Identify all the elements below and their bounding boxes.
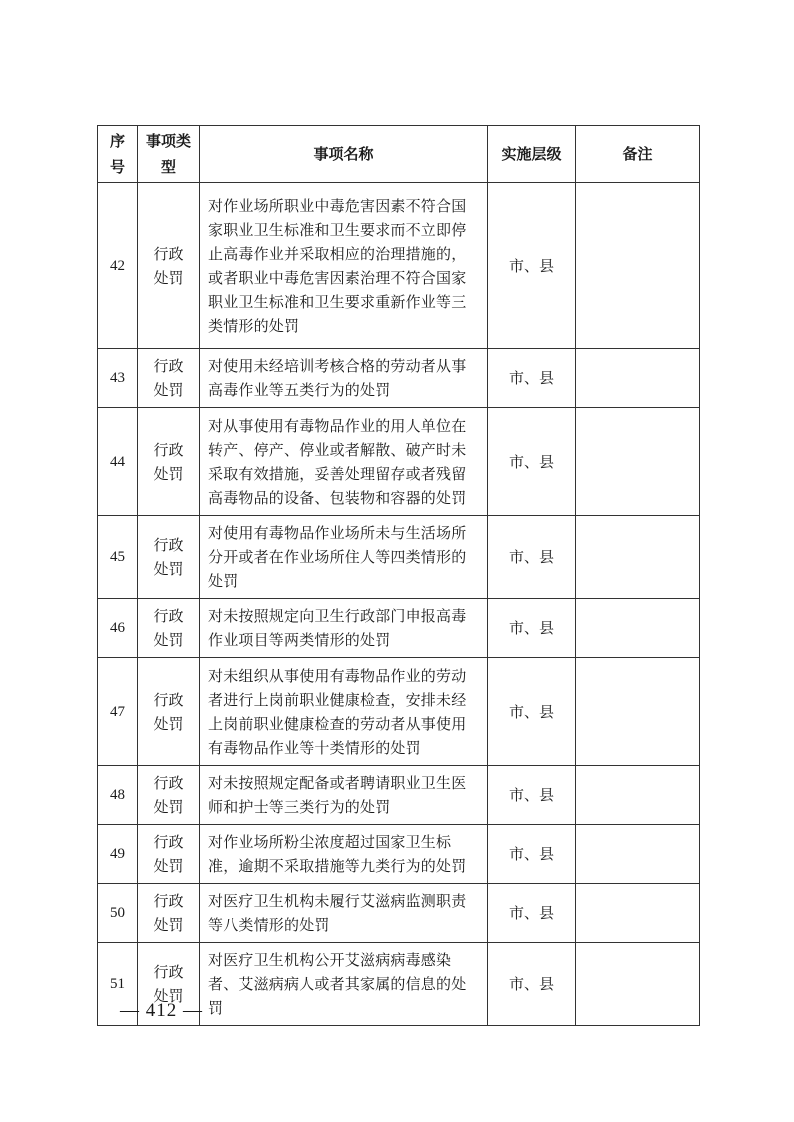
table-row <box>98 183 700 349</box>
row-num: 51 <box>98 943 138 1026</box>
table-row <box>98 658 700 766</box>
row-level: 市、县 <box>488 516 576 599</box>
row-type: 行政处罚 <box>138 516 200 599</box>
row-level: 市、县 <box>488 884 576 943</box>
row-num: 49 <box>98 825 138 884</box>
row-level: 市、县 <box>488 408 576 516</box>
row-num: 47 <box>98 658 138 766</box>
row-num: 42 <box>98 183 138 349</box>
row-type: 行政处罚 <box>138 884 200 943</box>
row-note <box>576 943 700 1026</box>
table-row <box>98 516 700 599</box>
table-row <box>98 349 700 408</box>
row-level: 市、县 <box>488 599 576 658</box>
table-row <box>98 825 700 884</box>
row-note <box>576 825 700 884</box>
table-row <box>98 766 700 825</box>
row-note <box>576 599 700 658</box>
row-level: 市、县 <box>488 825 576 884</box>
row-type: 行政处罚 <box>138 943 200 1026</box>
header-note: 备注 <box>576 126 700 183</box>
row-name: 对未组织从事使用有毒物品作业的劳动者进行上岗前职业健康检查，安排未经上岗前职业健康检查的劳动者从事使用有毒物品作业等十类情形的处罚 <box>200 658 488 766</box>
row-name: 对使用未经培训考核合格的劳动者从事高毒作业等五类行为的处罚 <box>200 349 488 408</box>
row-type: 行政处罚 <box>138 658 200 766</box>
table-row <box>98 884 700 943</box>
row-level: 市、县 <box>488 349 576 408</box>
row-name: 对未按照规定配备或者聘请职业卫生医师和护士等三类行为的处罚 <box>200 766 488 825</box>
row-name: 对作业场所粉尘浓度超过国家卫生标准，逾期不采取措施等九类行为的处罚 <box>200 825 488 884</box>
header-name: 事项名称 <box>200 126 488 183</box>
header-level: 实施层级 <box>488 126 576 183</box>
header-row <box>98 126 700 183</box>
row-num: 50 <box>98 884 138 943</box>
row-level: 市、县 <box>488 943 576 1026</box>
row-level: 市、县 <box>488 183 576 349</box>
row-type: 行政处罚 <box>138 349 200 408</box>
row-name: 对医疗卫生机构公开艾滋病病毒感染者、艾滋病病人或者其家属的信息的处罚 <box>200 943 488 1026</box>
row-note <box>576 349 700 408</box>
table-row <box>98 599 700 658</box>
row-name: 对作业场所职业中毒危害因素不符合国家职业卫生标准和卫生要求而不立即停止高毒作业并采取相应的治理措施的，或者职业中毒危害因素治理不符合国家职业卫生标准和卫生要求重新作业等三类情形的处罚 <box>200 183 488 349</box>
row-num: 45 <box>98 516 138 599</box>
row-name: 对未按照规定向卫生行政部门申报高毒作业项目等两类情形的处罚 <box>200 599 488 658</box>
row-type: 行政处罚 <box>138 825 200 884</box>
row-type: 行政处罚 <box>138 183 200 349</box>
row-num: 44 <box>98 408 138 516</box>
row-num: 46 <box>98 599 138 658</box>
row-note <box>576 766 700 825</box>
page-number: — 412 — <box>120 1000 203 1021</box>
row-note <box>576 183 700 349</box>
row-name: 对使用有毒物品作业场所未与生活场所分开或者在作业场所住人等四类情形的处罚 <box>200 516 488 599</box>
row-note <box>576 516 700 599</box>
row-num: 48 <box>98 766 138 825</box>
row-note <box>576 658 700 766</box>
row-level: 市、县 <box>488 766 576 825</box>
header-type: 事项类型 <box>138 126 200 183</box>
row-level: 市、县 <box>488 658 576 766</box>
header-num: 序号 <box>98 126 138 183</box>
row-note <box>576 408 700 516</box>
row-type: 行政处罚 <box>138 766 200 825</box>
row-name: 对从事使用有毒物品作业的用人单位在转产、停产、停业或者解散、破产时未采取有效措施，妥善处理留存或者残留高毒物品的设备、包装物和容器的处罚 <box>200 408 488 516</box>
row-type: 行政处罚 <box>138 599 200 658</box>
row-note <box>576 884 700 943</box>
row-type: 行政处罚 <box>138 408 200 516</box>
row-name: 对医疗卫生机构未履行艾滋病监测职责等八类情形的处罚 <box>200 884 488 943</box>
row-num: 43 <box>98 349 138 408</box>
items-table <box>97 125 700 1026</box>
table-row <box>98 408 700 516</box>
